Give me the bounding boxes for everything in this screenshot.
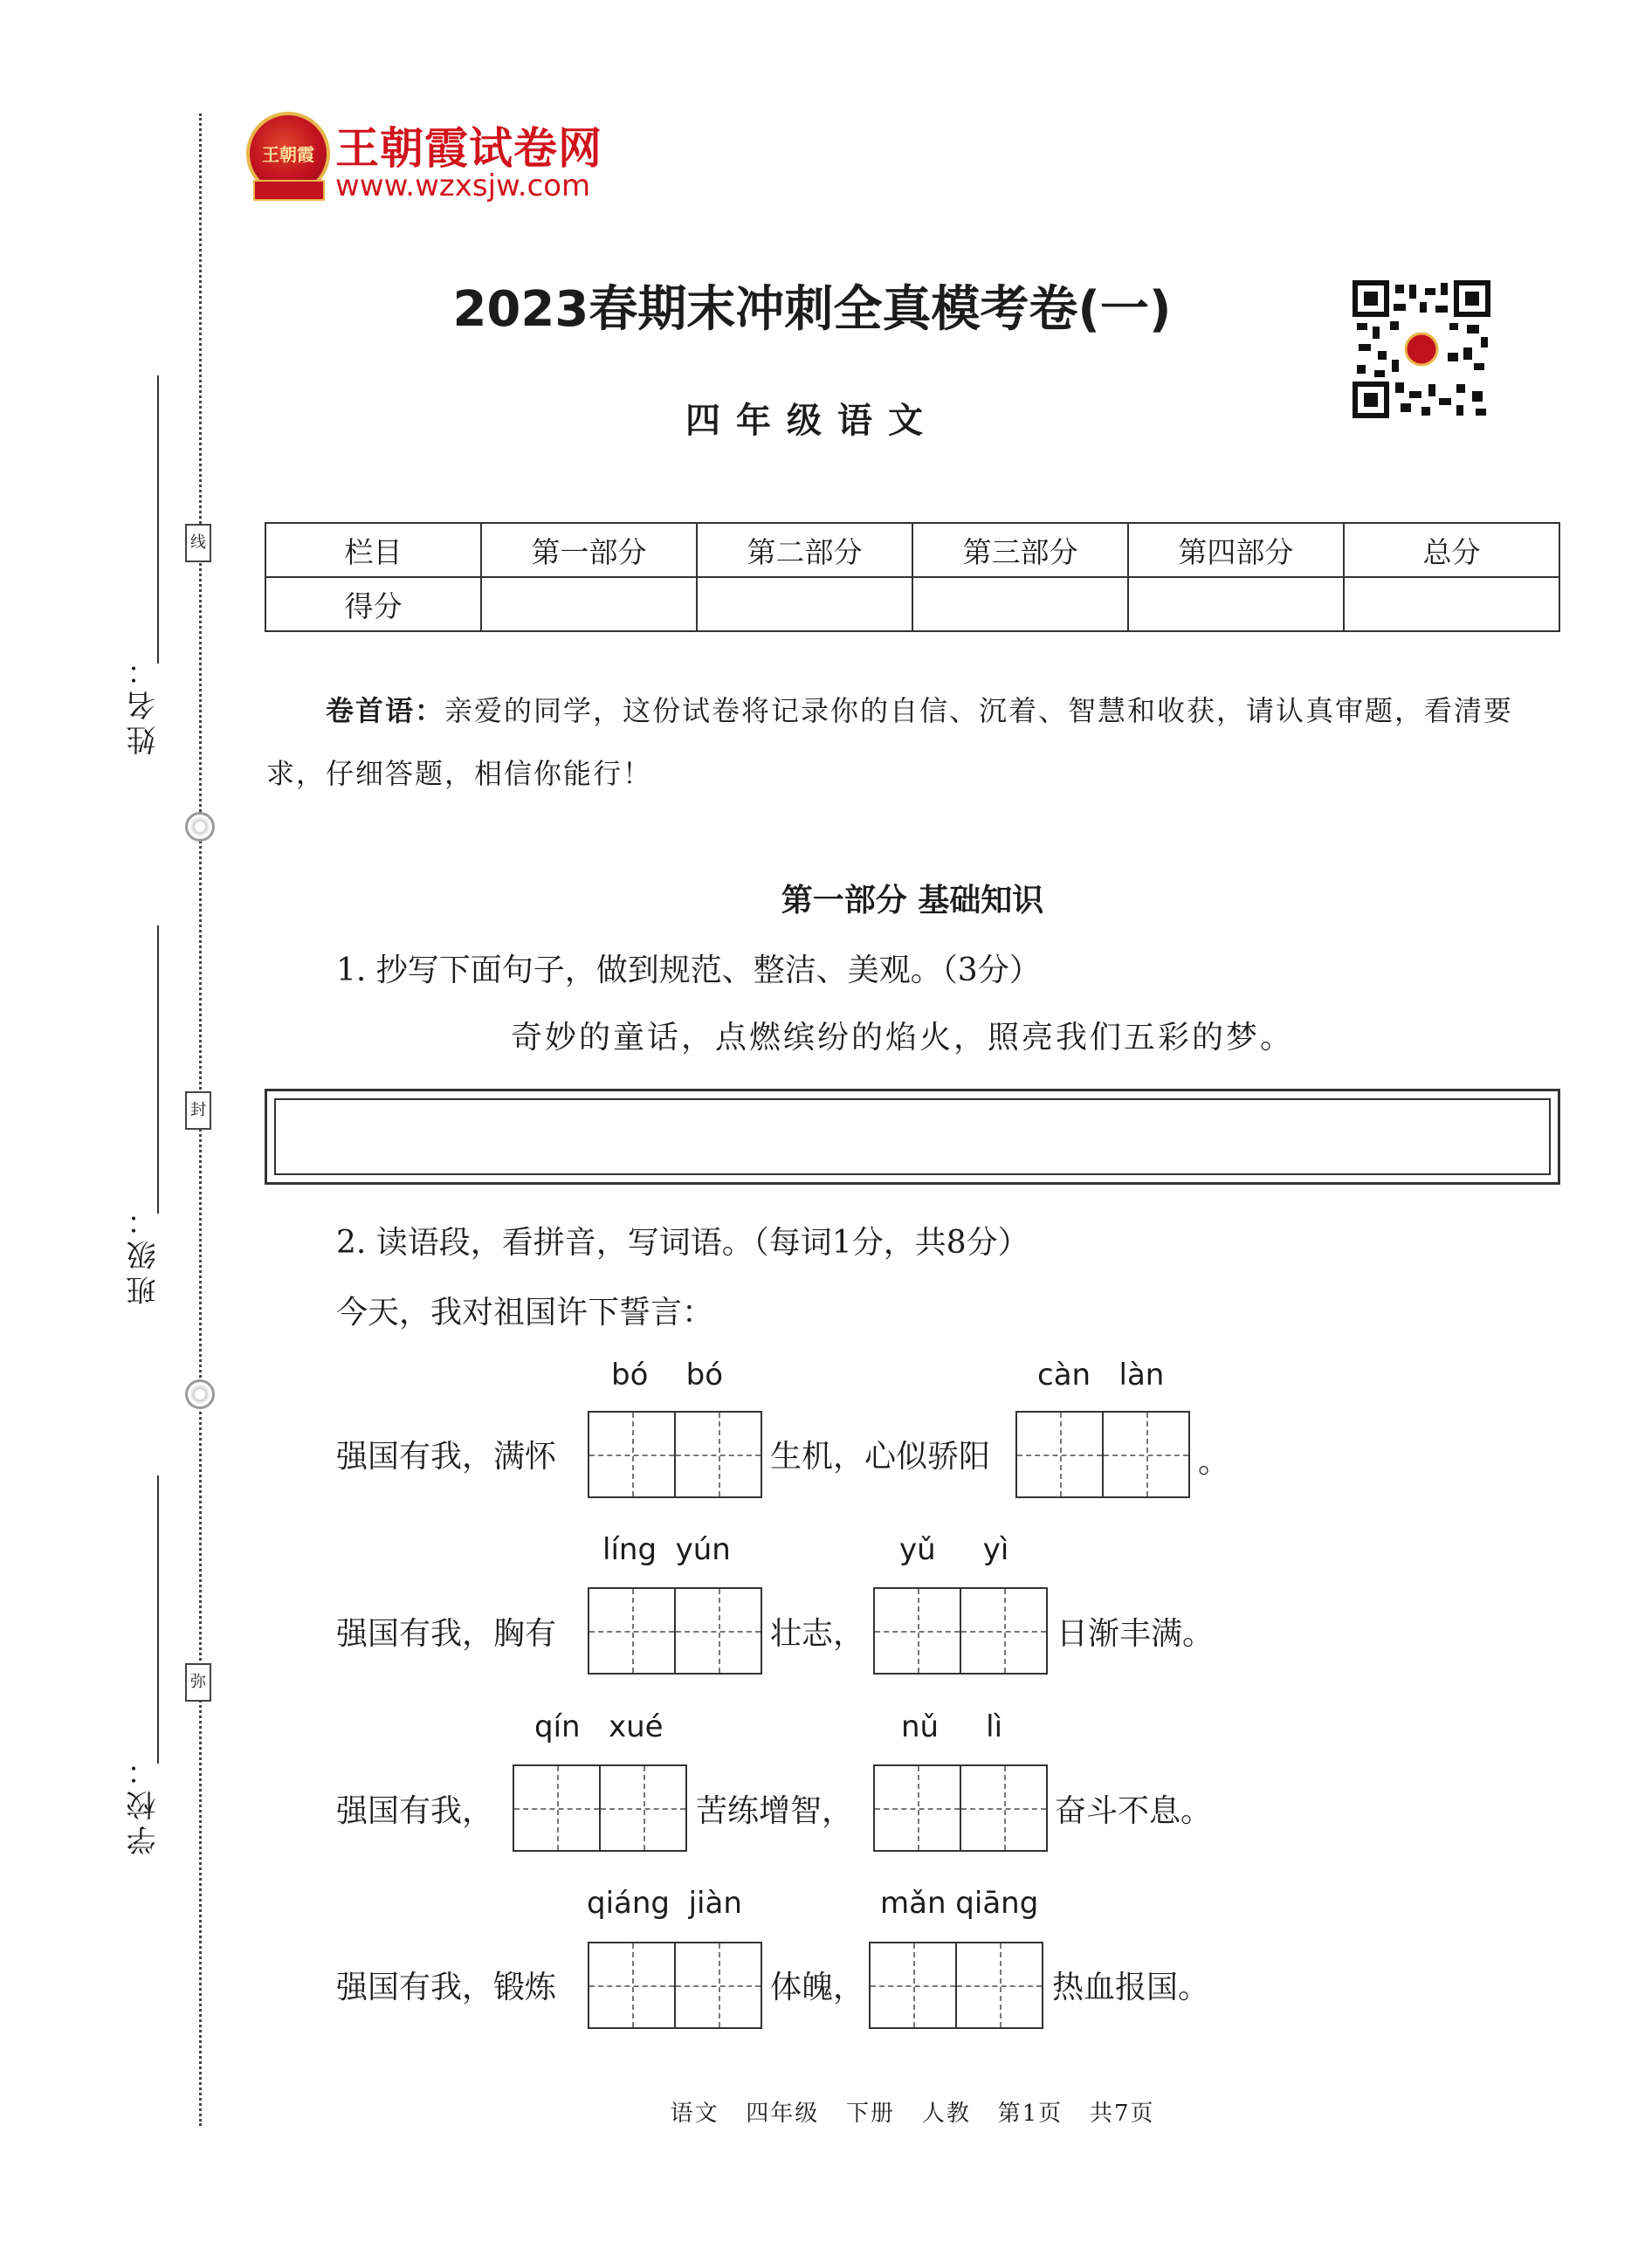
- class-underline: [157, 925, 159, 1214]
- name-underline: [157, 375, 159, 664]
- q1-answer-box[interactable]: [265, 1089, 1560, 1185]
- answer-box-inner-border: [274, 1098, 1551, 1175]
- school-label: 学校：: [127, 1750, 162, 1855]
- intro-text: 亲爱的同学，这份试卷将记录你的自信、沉着、智慧和收获，请认真审题，看清要求，仔细答题，相信你能行！: [266, 694, 1514, 790]
- pinyin: bó bó: [611, 1358, 723, 1393]
- intro-paragraph: [266, 679, 1563, 805]
- school-underline: [157, 1475, 159, 1764]
- brand-logo-icon: 王朝霞: [246, 112, 330, 196]
- pinyin: yǔ yì: [899, 1532, 1009, 1567]
- seal-char-close: 弥: [185, 1663, 211, 1702]
- section-title: 第一部分 基础知识: [781, 883, 1044, 918]
- score-input-cell[interactable]: [1344, 577, 1559, 631]
- tianzige-answer-grid[interactable]: [588, 1411, 762, 1498]
- line-text: 强国有我，满怀: [336, 1439, 557, 1475]
- line-text: 强国有我，锻炼: [336, 1970, 557, 2005]
- line-text: 壮志，: [770, 1616, 865, 1652]
- name-label: 姓名：: [127, 650, 162, 755]
- line-text: 体魄，: [770, 1970, 865, 2005]
- pinyin: nǔ lì: [901, 1709, 1003, 1744]
- score-input-cell[interactable]: [1128, 577, 1344, 631]
- tianzige-answer-grid[interactable]: [873, 1764, 1048, 1852]
- brand-url: www.wzxsjw.com: [335, 169, 591, 203]
- line-text: 苦练增智，: [696, 1793, 854, 1829]
- tianzige-answer-grid[interactable]: [1015, 1411, 1190, 1498]
- logo-ribbon: [253, 180, 325, 201]
- class-label: 班级：: [127, 1200, 162, 1305]
- page-footer: 语文 四年级 下册 人教 第1页 共7页: [670, 2101, 1155, 2127]
- line-text: 奋斗不息。: [1055, 1793, 1213, 1829]
- score-cell: 得分: [265, 577, 481, 631]
- line-text: 热血报国。: [1052, 1970, 1210, 2005]
- seal-char-line: 线: [185, 524, 211, 562]
- tianzige-answer-grid[interactable]: [869, 1942, 1043, 2029]
- ornament-icon: [185, 1379, 215, 1409]
- score-input-cell[interactable]: [481, 577, 697, 631]
- tianzige-answer-grid[interactable]: [873, 1587, 1048, 1675]
- pinyin: qín xué: [534, 1709, 664, 1744]
- line-text: 生机，心似骄阳: [770, 1439, 991, 1475]
- pinyin: líng yún: [602, 1532, 731, 1567]
- score-cell: 第三部分: [912, 523, 1128, 577]
- score-table: [265, 522, 1560, 632]
- q1-sentence: 奇妙的童话，点燃缤纷的焰火，照亮我们五彩的梦。: [511, 1020, 1295, 1056]
- score-cell: 第一部分: [481, 523, 697, 577]
- seal-char-seal: 封: [185, 1091, 211, 1130]
- exam-title: 2023春期末冲刺全真模考卷(一): [452, 281, 1172, 338]
- line-text: 强国有我，胸有: [336, 1616, 557, 1652]
- q1-prompt: 1. 抄写下面句子，做到规范、整洁、美观。（3分）: [336, 953, 1041, 988]
- score-input-cell[interactable]: [697, 577, 912, 631]
- brand-title: 王朝霞试卷网: [335, 123, 602, 174]
- line-text: 日渐丰满。: [1057, 1616, 1215, 1652]
- qr-code-icon: [1352, 279, 1491, 419]
- score-table-score-row: [265, 577, 1559, 631]
- pinyin: qiáng jiàn: [587, 1886, 742, 1921]
- ornament-icon: [185, 812, 215, 842]
- q2-prompt: 2. 读语段，看拼音，写词语。（每词1分，共8分）: [336, 1225, 1029, 1261]
- tianzige-answer-grid[interactable]: [588, 1587, 762, 1675]
- score-cell: 总分: [1344, 523, 1559, 577]
- score-table-header-row: [265, 523, 1559, 577]
- score-cell: 第四部分: [1128, 523, 1344, 577]
- score-cell: 第二部分: [697, 523, 912, 577]
- q2-lead: 今天，我对祖国许下誓言：: [336, 1295, 714, 1331]
- line-text: 强国有我，: [336, 1793, 494, 1829]
- tianzige-answer-grid[interactable]: [513, 1764, 687, 1852]
- score-cell: 栏目: [265, 523, 481, 577]
- tianzige-answer-grid[interactable]: [588, 1942, 762, 2029]
- intro-label: 卷首语：: [326, 694, 445, 727]
- exam-subtitle: 四年级语文: [685, 401, 939, 441]
- score-input-cell[interactable]: [912, 577, 1128, 631]
- pinyin: mǎn qiāng: [880, 1886, 1039, 1921]
- pinyin: càn làn: [1037, 1358, 1165, 1393]
- line-text: 。: [1198, 1444, 1230, 1480]
